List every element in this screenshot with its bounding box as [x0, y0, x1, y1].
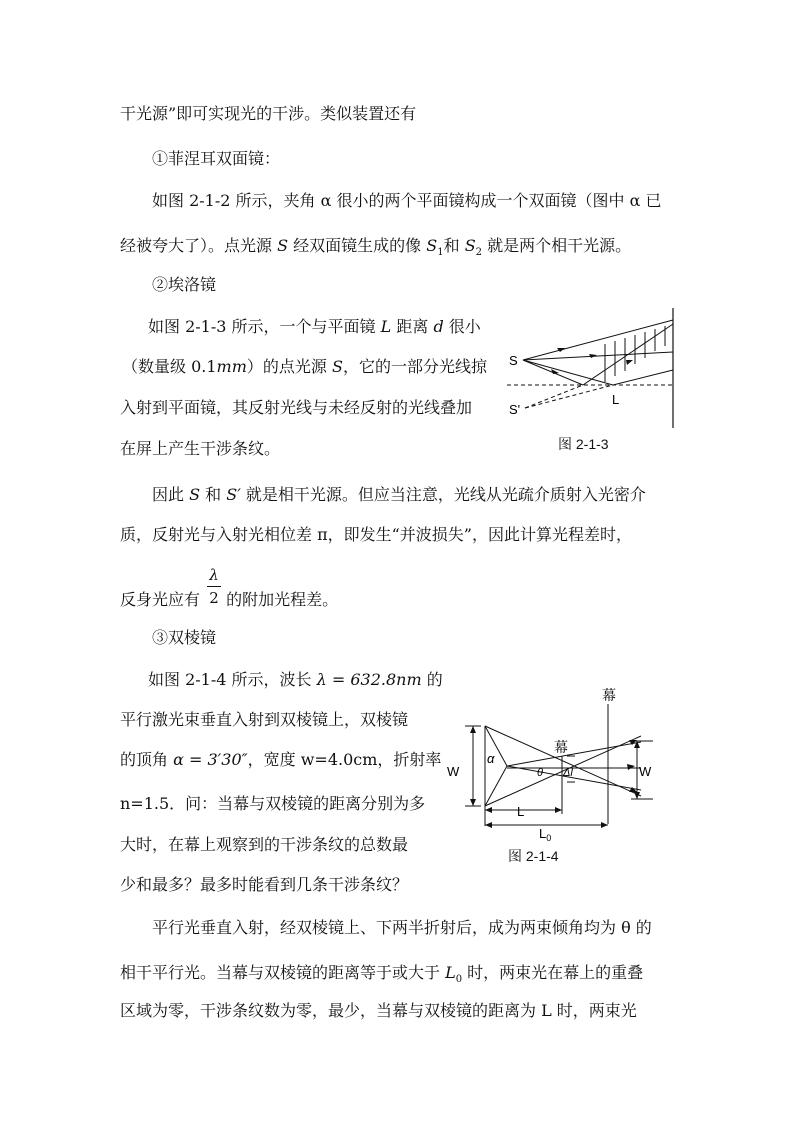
text-line — [120, 590, 338, 610]
symbol-S2: S — [464, 236, 476, 255]
symbol-d: d — [433, 317, 444, 336]
text-span: 相干平行光。当幕与双棱镜的距离等于或大于 — [120, 963, 446, 982]
subscript-1: 1 — [437, 247, 444, 258]
arrow-icon — [557, 348, 565, 352]
unit-mm: mm — [216, 357, 247, 376]
text-line: 干光源”即可实现光的干涉。类似装置还有 — [120, 104, 417, 123]
biprism — [485, 726, 507, 806]
label-delta-l: Δl — [563, 767, 573, 779]
symbol-L0: L — [445, 963, 456, 982]
text-span: 如图 2-1-4 所示，波长 — [148, 670, 317, 689]
text-line: 质，反射光与入射光相位差 π，即发生“并波损失”，因此计算光程差时， — [120, 525, 632, 544]
equation-wavelength: λ = 632.8 — [316, 670, 397, 689]
section-heading-fresnel-mirror: ①菲涅耳双面镜： — [152, 149, 281, 168]
text-span: 因此 — [152, 485, 190, 504]
section-heading-lloyd-mirror: ②埃洛镜 — [152, 275, 217, 294]
direct-ray-upper — [523, 320, 673, 360]
text-line — [152, 485, 646, 505]
text-line: 少和最多？最多时能看到几条干涉条纹？ — [120, 875, 409, 894]
figure-caption: 图 2-1-4 — [508, 848, 559, 864]
text-span: 的 — [421, 670, 443, 689]
text-line: 如图 2-1-2 所示，夹角 α 很小的两个平面镜构成一个双面镜（图中 α 已 — [152, 191, 662, 210]
fraction-denominator: 2 — [209, 589, 219, 607]
direct-ray-lower — [523, 352, 673, 360]
text-line — [120, 963, 643, 990]
text-line: 平行光垂直入射，经双棱镜上、下两半折射后，成为两束倾角均为 θ 的 — [152, 918, 652, 937]
figure-2-1-3 — [505, 308, 685, 433]
text-line — [122, 357, 487, 377]
text-span: 的附加光程差。 — [221, 590, 339, 609]
interference-hatching — [605, 326, 665, 382]
label-theta: θ — [537, 767, 543, 779]
subscript-2: 2 — [475, 247, 483, 258]
fraction-bar — [207, 586, 221, 587]
text-span: （数量级 0.1 — [122, 357, 217, 376]
beam-upper-bottom — [507, 742, 641, 766]
text-span: 如图 2-1-3 所示，一个与平面镜 — [148, 317, 381, 336]
unit-nm: nm — [396, 670, 422, 689]
text-line: 在屏上产生干涉条纹。 — [120, 439, 281, 458]
label-S: S — [509, 353, 518, 368]
text-line — [148, 670, 443, 690]
text-line: 区域为零，干涉条纹数为零，最少，当幕与双棱镜的距离为 L 时，两束光 — [120, 1001, 637, 1020]
text-span: 经双面镜生成的像 — [288, 236, 427, 255]
text-span: 经被夸大了）。点光源 — [120, 236, 278, 255]
fraction-numerator: λ — [209, 566, 219, 584]
text-span: ）的点光源 — [246, 357, 332, 376]
symbol-S: S — [189, 485, 201, 504]
label-screen-near: 幕 — [554, 739, 568, 755]
text-span: ，宽度 w=4.0cm，折射率 — [247, 750, 442, 769]
symbol-L: L — [380, 317, 392, 336]
text-line: 入射到平面镜，其反射光线与未经反射的光线叠加 — [120, 398, 473, 417]
label-S-prime: S' — [509, 402, 521, 417]
text-line: 大时，在幕上观察到的干涉条纹的总数最 — [120, 835, 409, 854]
text-line: 平行激光束垂直入射到双棱镜上，双棱镜 — [120, 710, 409, 729]
label-W-left: W — [447, 764, 460, 779]
virtual-ray — [525, 385, 613, 408]
beam-lower-top — [507, 766, 641, 790]
text-line — [120, 750, 441, 770]
text-span: 和 — [443, 236, 465, 255]
symbol-S: S — [331, 357, 343, 376]
text-line — [148, 317, 481, 337]
text-span: 很小 — [443, 317, 481, 336]
figure-2-1-4 — [445, 684, 665, 844]
label-L0 — [539, 826, 551, 843]
label-L0-sub: 0 — [546, 833, 552, 843]
equation-apex-angle: α = 3′30″ — [173, 750, 248, 769]
label-L: L — [612, 392, 620, 407]
label-L0-main: L — [539, 826, 547, 841]
text-span: 反身光应有 — [120, 590, 206, 609]
text-line: n=1.5．问：当幕与双棱镜的距离分别为多 — [120, 794, 426, 813]
figure-caption: 图 2-1-3 — [558, 436, 609, 452]
text-span: 就是两个相干光源。 — [482, 236, 632, 255]
symbol-S1: S — [426, 236, 438, 255]
text-span: ，它的一部分光线掠 — [342, 357, 487, 376]
text-line — [120, 236, 631, 263]
arrow-icon — [627, 764, 635, 770]
label-L: L — [517, 804, 525, 819]
text-span: 距离 — [391, 317, 434, 336]
arrow-icon — [626, 360, 633, 365]
label-alpha: α — [487, 751, 495, 766]
text-span: 和 — [200, 485, 227, 504]
text-span: 的顶角 — [120, 750, 174, 769]
section-heading-biprism: ③双棱镜 — [152, 628, 217, 647]
reflected-ray — [583, 324, 673, 385]
label-W-right: W — [639, 764, 652, 779]
label-screen-far: 幕 — [602, 687, 616, 703]
incident-ray — [523, 360, 613, 385]
text-span: 就是相干光源。但应当注意，光线从光疏介质射入光密介 — [240, 485, 646, 504]
text-span: 时，两束光在幕上的重叠 — [462, 963, 644, 982]
reflected-ray — [613, 370, 673, 385]
symbol-S-prime: S′ — [226, 485, 241, 504]
subscript-0: 0 — [455, 974, 463, 985]
virtual-ray — [525, 385, 583, 408]
symbol-S: S — [277, 236, 289, 255]
